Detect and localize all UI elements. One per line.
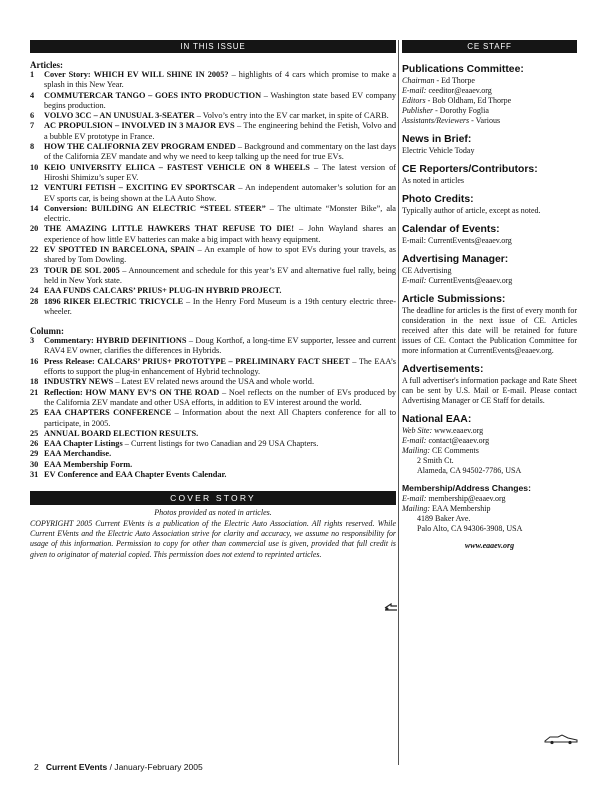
advertising-email-link[interactable]: CurrentEvents@eaaev.org: [426, 276, 513, 285]
publication-name: Current EVents: [45, 762, 108, 772]
national-mailing-line: Mailing: CE Comments: [402, 446, 479, 455]
photo-credits: [402, 193, 577, 216]
reporters-text: As noted in articles: [402, 176, 464, 185]
articles-heading: Articles:: [30, 60, 63, 70]
news-in-brief: [402, 133, 577, 156]
national-email-link[interactable]: contact@eaaev.org: [426, 436, 490, 445]
national-address-1: 2 Smith Ct.: [417, 456, 454, 465]
publications-committee: [402, 63, 577, 126]
membership-changes: [402, 483, 577, 534]
national-website-line: Web Site: www.eaaev.org: [402, 426, 484, 435]
advertising-line: CE Advertising: [402, 266, 452, 275]
list-item[interactable]: 28 1896 RIKER ELECTRIC TRICYCLE – In the Henry Ford Museum is a 19th century electric three-wheeler.: [30, 296, 396, 316]
in-this-issue-column: [30, 40, 396, 560]
national-email-line: E-mail: contact@eaaev.org: [402, 436, 490, 445]
list-item[interactable]: 24 EAA FUNDS CALCARS’ PRIUS+ PLUG-IN HYBRID PROJECT.: [30, 286, 282, 296]
list-item[interactable]: 14 Conversion: BUILDING AN ELECTRIC “STEEL STEER” – The ultimate “Monster Bike”, ala electric.: [30, 203, 396, 224]
list-item[interactable]: 6 VOLVO 3CC – AN UNUSUAL 3-SEATER – Volvo’s entry into the EV car market, in spite of CARB.: [30, 111, 389, 121]
issue-date: / January-February 2005: [107, 762, 203, 772]
page-number: 2: [34, 762, 39, 772]
copyright-notice: COPYRIGHT 2005 Current EVents is a publication of the Electric Auto Association. All rights reserved. While Current EVents and the Electric Auto Association strive for clarity and accuracy, we assume no responsibility for usage of this information. Permission to copy for other than commercial use is given, provided that full credit is given to originator of material copied. This permission does not extend to reprinted articles.: [30, 519, 396, 559]
publications-committee-heading: Publications Committee:: [402, 64, 524, 75]
national-website-link[interactable]: www.eaaev.org: [432, 426, 484, 435]
editor-email-link[interactable]: ceeditor@eaaev.org: [426, 86, 492, 95]
reporters-heading: CE Reporters/Contributors:: [402, 164, 538, 175]
cover-story-banner: COVER STORY: [30, 491, 396, 505]
list-item[interactable]: 8 HOW THE CALIFORNIA ZEV PROGRAM ENDED – Background and commentary on the last days of the California ZEV mandate and why we need to keep talking up the need for true EVs.: [30, 142, 397, 162]
advertising-email-line: E-mail: CurrentEvents@eaaev.org: [402, 276, 513, 285]
membership-address-2: Palo Alto, CA 94306-3908, USA: [417, 524, 523, 533]
ce-staff-column: [402, 40, 577, 551]
advertisements-heading: Advertisements:: [402, 364, 484, 375]
ce-staff-banner: CE STAFF: [402, 40, 577, 53]
advertising-heading: Advertising Manager:: [402, 254, 509, 265]
membership-mailing-line: Mailing: EAA Membership: [402, 504, 491, 513]
membership-email-link[interactable]: membership@eaaev.org: [426, 494, 506, 503]
list-item[interactable]: 7 AC PROPULSION – INVOLVED IN 3 MAJOR EVS – The engineering behind the Fetish, Volvo and a bubble EV prototype in France.: [30, 121, 397, 141]
ev-plug-icon: [383, 600, 399, 614]
membership-heading: Membership/Address Changes:: [402, 483, 531, 493]
national-eaa-heading: National EAA:: [402, 414, 472, 425]
photos-note: Photos provided as noted in articles.: [154, 508, 272, 518]
membership-address-1: 4189 Baker Ave.: [417, 514, 471, 523]
list-item[interactable]: 23 TOUR DE SOL 2005 – Announcement and schedule for this year’s EV and alternative fuel rally, being held in New York state.: [30, 265, 396, 285]
editor-email-line: E-mail: ceeditor@eaaev.org: [402, 86, 492, 95]
submissions-heading: Article Submissions:: [402, 294, 506, 305]
advertisements: [402, 363, 577, 406]
advertisements-text: A full advertiser's information package and Rate Sheet can be sent by U.S. Mail or E-mail. Please contact Advertising Manager or CE Staff for details.: [402, 376, 577, 405]
assistants-line: Assistants/Reviewers - Various: [402, 116, 501, 125]
national-address-2: Alameda, CA 94502-7786, USA: [417, 466, 522, 475]
list-item[interactable]: 10 KEIO UNIVERSITY ELIICA – FASTEST VEHICLE ON 8 WHEELS – The latest version of Hiroshi Shimizu’s super EV.: [30, 162, 396, 182]
reporters: [402, 163, 577, 186]
list-item[interactable]: 21 Reflection: HOW MANY EV’S ON THE ROAD – Noel reflects on the number of EVs produced by the California ZEV mandate and other USA efforts, in addition to EV interest around the world.: [30, 387, 396, 407]
chairman-line: Chairman - Ed Thorpe: [402, 76, 475, 85]
calendar-of-events: [402, 223, 577, 246]
publisher-line: Publisher - Dorothy Foglia: [402, 106, 489, 115]
submissions-text: The deadline for articles is the first of every month for consideration in the next issue of CE. Articles received after this date will be retained for future issues of CE. Contact the Publication Committee for more information at CurrentEvents@eaaev.org.: [402, 306, 577, 355]
columns-list: [30, 336, 396, 480]
photo-credits-heading: Photo Credits:: [402, 194, 474, 205]
photo-credits-text: Typically author of article, except as noted.: [402, 206, 541, 215]
membership-email-line: E-mail: membership@eaaev.org: [402, 494, 506, 503]
list-item[interactable]: 25 ANNUAL BOARD ELECTION RESULTS.: [30, 428, 199, 438]
calendar-email-link[interactable]: E-mail: CurrentEvents@eaaev.org: [402, 236, 512, 245]
list-item[interactable]: 20 THE AMAZING LITTLE HAWKERS THAT REFUSE TO DIE! – John Wayland shares an experience of how little EV batteries can make a big impact with heavy equipment.: [30, 224, 396, 244]
list-item[interactable]: 25 EAA CHAPTERS CONFERENCE – Information about the next All Chapters conference for all to participate, in 2005.: [30, 408, 396, 428]
news-in-brief-heading: News in Brief:: [402, 134, 472, 145]
column-heading: Column:: [30, 326, 65, 337]
page-footer: [34, 762, 203, 772]
calendar-heading: Calendar of Events:: [402, 224, 500, 235]
list-item[interactable]: 12 VENTURI FETISH – EXCITING EV SPORTSCAR – An independent automaker’s solution for an EV sports car, is being shown at the LA Auto Show.: [30, 183, 396, 203]
list-item[interactable]: 4 COMMUTERCAR TANGO – GOES INTO PRODUCTION – Washington state based EV company begins production.: [30, 90, 397, 110]
ev-car-icon: [544, 733, 578, 745]
list-item[interactable]: 26 EAA Chapter Listings – Current listings for two Canadian and 29 USA Chapters.: [30, 439, 319, 449]
list-item[interactable]: 16 Press Release: CALCARS’ PRIUS+ PROTOTYPE – PRELIMINARY FACT SHEET – The EAA’s efforts to support the plug-in enhancement of Hybrid technology.: [30, 356, 396, 377]
list-item[interactable]: 18 INDUSTRY NEWS – Latest EV related news around the USA and whole world.: [30, 377, 315, 387]
in-this-issue-banner: IN THIS ISSUE: [30, 40, 396, 53]
list-item[interactable]: 30 EAA Membership Form.: [30, 459, 133, 469]
list-item[interactable]: 29 EAA Merchandise.: [30, 449, 112, 459]
list-item[interactable]: 22 EV SPOTTED IN BARCELONA, SPAIN – An example of how to spot EVs during your travels, as shared by Tom Dowling.: [30, 245, 396, 265]
list-item[interactable]: 3 Commentary: HYBRID DEFINITIONS – Doug Korthof, a long-time EV supporter, lessee and current RAV4 EV owner, clarifies the differences in Hybrids.: [30, 336, 396, 356]
article-submissions: [402, 293, 577, 356]
editors-line: Editors - Bob Oldham, Ed Thorpe: [402, 96, 512, 105]
column-divider: [398, 40, 399, 765]
national-eaa: [402, 413, 577, 476]
advertising-manager: [402, 253, 577, 286]
list-item[interactable]: 31 EV Conference and EAA Chapter Events Calendar.: [30, 469, 227, 479]
articles-list: [30, 70, 396, 317]
list-item[interactable]: 1 Cover Story: WHICH EV WILL SHINE IN 2005? – highlights of 4 cars which promise to make a splash in this New Year.: [30, 70, 396, 90]
website-link[interactable]: www.eaaev.org: [464, 541, 515, 550]
news-in-brief-text: Electric Vehicle Today: [402, 146, 475, 155]
